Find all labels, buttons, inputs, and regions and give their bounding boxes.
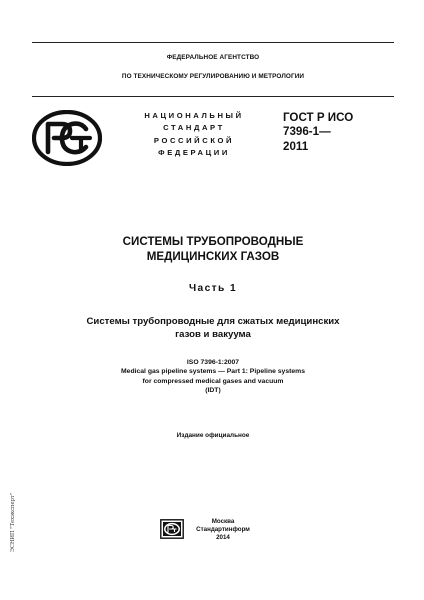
document-subtitle-line2: газов и вакуума [175, 329, 251, 341]
gost-r-logo [32, 110, 102, 166]
publisher-logo [160, 519, 184, 539]
standartinform-logo-icon [160, 519, 184, 539]
part-number: Часть 1 [188, 283, 238, 294]
header-rule [32, 96, 394, 97]
document-title-line2: МЕДИЦИНСКИХ ГАЗОВ [146, 250, 280, 264]
national-standard-line1: НАЦИОНАЛЬНЫЙ [144, 111, 244, 120]
publisher-city: Москва [211, 518, 235, 525]
side-watermark-note: ЭСНИП "Техэксперт" [10, 492, 16, 552]
national-standard-line2: СТАНДАРТ [163, 123, 225, 133]
edition-label: Издание официальное [176, 432, 250, 439]
iso-reference-line2: for compressed medical gases and vacuum [142, 377, 284, 385]
publisher-info [184, 518, 262, 543]
document-title [32, 234, 394, 265]
top-rule [32, 42, 394, 43]
standard-number [283, 111, 353, 154]
publisher-year: 2014 [216, 534, 230, 542]
standard-number-line2: 7396-1— [283, 125, 331, 139]
document-subtitle [32, 315, 394, 341]
national-standard-block [130, 110, 258, 160]
standard-number-line3: 2011 [283, 139, 309, 153]
standard-number-line1: ГОСТ Р ИСО [283, 111, 354, 124]
national-standard-line4: ФЕДЕРАЦИИ [158, 148, 230, 158]
agency-name-line1: ФЕДЕРАЛЬНОЕ АГЕНТСТВО [166, 54, 260, 61]
gost-r-logo-icon [32, 110, 102, 166]
iso-reference-line1: Medical gas pipeline systems — Part 1: Pipeline systems [121, 368, 305, 376]
iso-reference-number: ISO 7396-1:2007 [186, 359, 240, 366]
iso-reference [32, 358, 394, 396]
publisher-name: Стандартинформ [196, 526, 250, 534]
document-subtitle-line1: Системы трубопроводные для сжатых медицинских [86, 316, 340, 327]
national-standard-line3: РОССИЙСКОЙ [153, 135, 235, 145]
agency-name-line2: ПО ТЕХНИЧЕСКОМУ РЕГУЛИРОВАНИЮ И МЕТРОЛОГИИ [121, 73, 305, 80]
iso-reference-line3: (IDT) [205, 387, 221, 395]
document-title-line1: СИСТЕМЫ ТРУБОПРОВОДНЫЕ [122, 235, 304, 248]
